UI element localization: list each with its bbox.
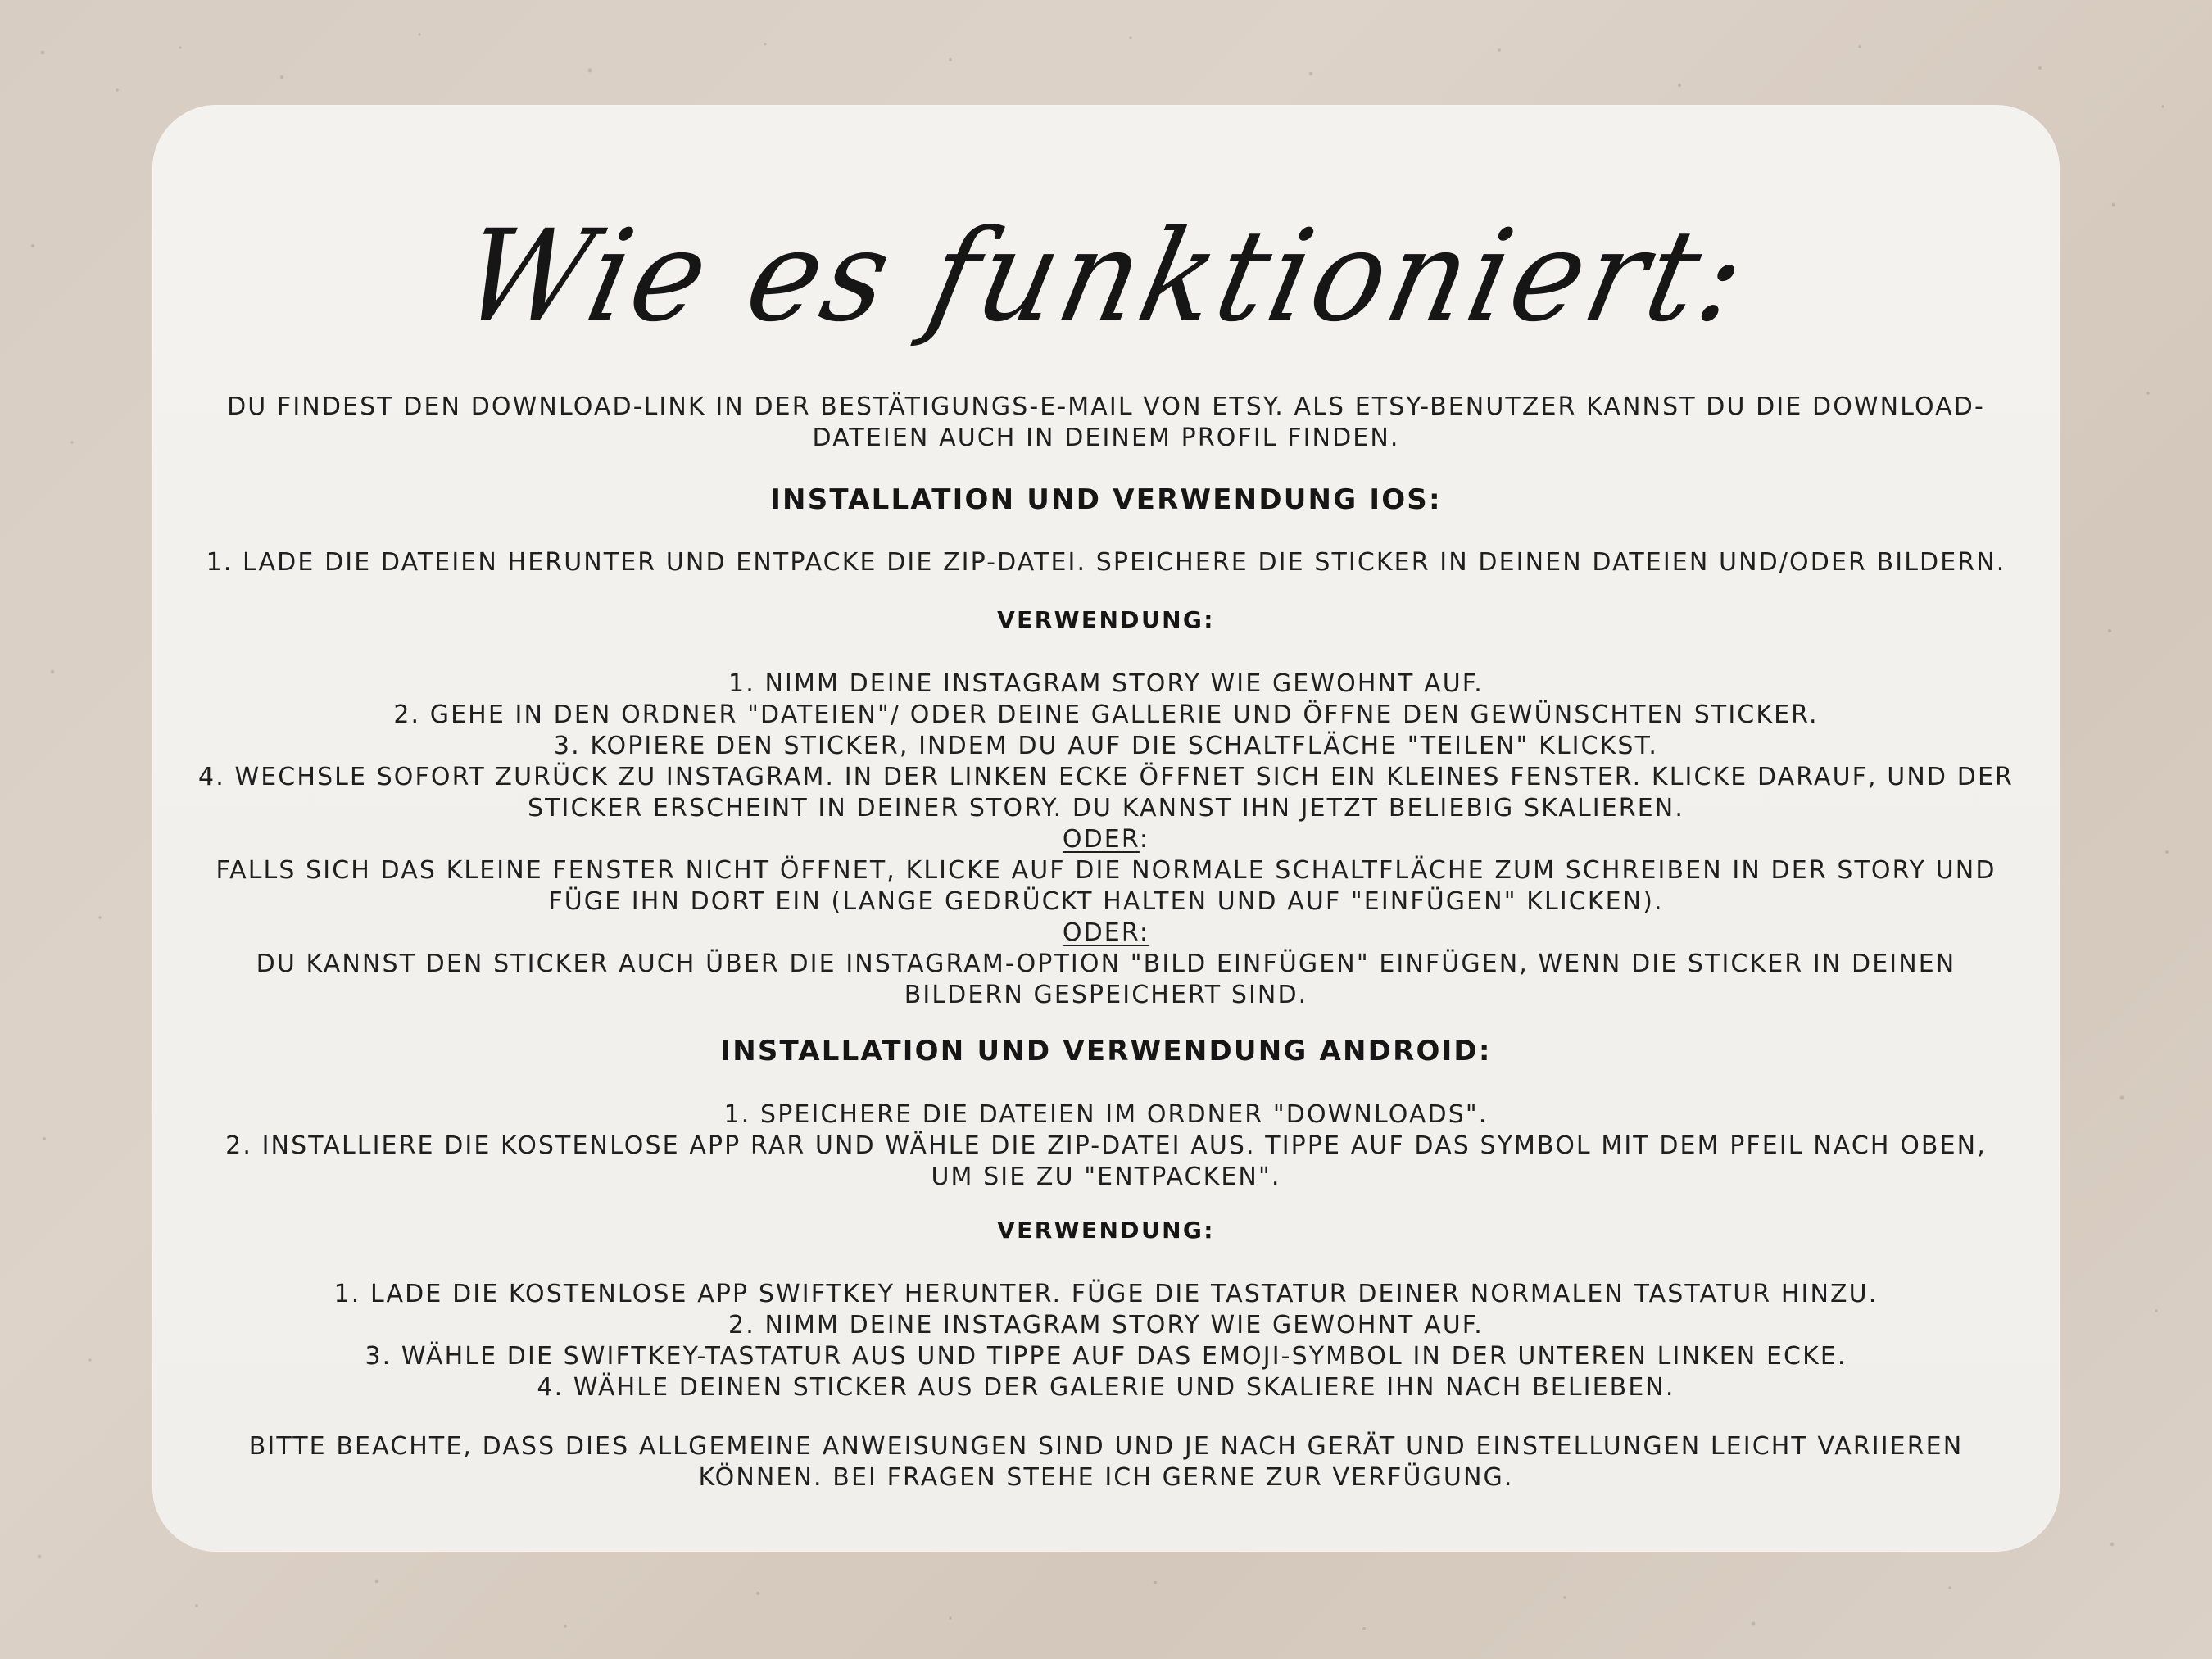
intro-line-2: DATEIEN AUCH IN DEINEM PROFIL FINDEN. xyxy=(812,424,1400,452)
intro-text xyxy=(152,392,2060,454)
android-step-1: 1. LADE DIE KOSTENLOSE APP SWIFTKEY HERUNTER. FÜGE DIE TASTATUR DEINER NORMALEN TASTATUR HINZU. xyxy=(333,1280,1879,1308)
notice-line-2: KÖNNEN. BEI FRAGEN STEHE ICH GERNE ZUR VERFÜGUNG. xyxy=(698,1463,1514,1492)
android-install-line-2: 2. INSTALLIERE DIE KOSTENLOSE APP RAR UND WÄHLE DIE ZIP-DATEI AUS. TIPPE AUF DAS SYMBOL MIT DEM PFEIL NACH OBEN, xyxy=(225,1131,1987,1160)
ios-or-2: ODER: xyxy=(1062,918,1150,947)
ios-step-2: 2. GEHE IN DEN ORDNER "DATEIEN"/ ODER DEINE GALLERIE UND ÖFFNE DEN GEWÜNSCHTEN STICKER. xyxy=(393,700,1819,729)
ios-install-line: 1. LADE DIE DATEIEN HERUNTER UND ENTPACKE DIE ZIP-DATEI. SPEICHERE DIE STICKER IN DEINEN DATEIEN UND/ODER BILDERN. xyxy=(206,548,2006,577)
ios-or-1-colon: : xyxy=(1139,825,1150,854)
ios-step-4-line-1: 4. WECHSLE SOFORT ZURÜCK ZU INSTAGRAM. IN DER LINKEN ECKE ÖFFNET SICH EIN KLEINES FENSTER. KLICKE DARAUF, UND DER xyxy=(198,763,2014,791)
ios-heading: INSTALLATION UND VERWENDUNG IOS: xyxy=(770,483,1442,516)
android-usage-text xyxy=(152,1279,2060,1403)
android-usage-heading: VERWENDUNG: xyxy=(997,1217,1215,1244)
ios-image-line-2: BILDERN GESPEICHERT SIND. xyxy=(904,981,1308,1009)
android-install-text xyxy=(152,1099,2060,1193)
android-step-2: 2. NIMM DEINE INSTAGRAM STORY WIE GEWOHNT AUF. xyxy=(728,1311,1484,1339)
android-heading: INSTALLATION UND VERWENDUNG ANDROID: xyxy=(720,1035,1492,1067)
android-step-4: 4. WÄHLE DEINEN STICKER AUS DER GALERIE UND SKALIERE IHN NACH BELIEBEN. xyxy=(537,1373,1675,1402)
ios-step-4-line-2: STICKER ERSCHEINT IN DEINER STORY. DU KANNST IHN JETZT BELIEBIG SKALIEREN. xyxy=(527,794,1684,823)
title-section xyxy=(152,183,2060,363)
android-step-3: 3. WÄHLE DIE SWIFTKEY-TASTATUR AUS UND TIPPE AUF DAS EMOJI-SYMBOL IN DER UNTEREN LINKEN ECKE. xyxy=(365,1342,1847,1371)
notice-text xyxy=(152,1431,2060,1494)
instruction-content xyxy=(152,105,2060,1552)
ios-usage-text xyxy=(152,669,2060,1011)
page-title: Wie es funktioniert: xyxy=(451,203,1761,350)
android-install-line-1: 1. SPEICHERE DIE DATEIEN IM ORDNER "DOWNLOADS". xyxy=(723,1100,1489,1129)
ios-usage-heading: VERWENDUNG: xyxy=(997,606,1215,633)
ios-or-1-word: ODER xyxy=(1062,825,1140,854)
ios-step-3: 3. KOPIERE DEN STICKER, INDEM DU AUF DIE SCHALTFLÄCHE "TEILEN" KLICKST. xyxy=(553,732,1659,760)
ios-fallback-line-1: FALLS SICH DAS KLEINE FENSTER NICHT ÖFFNET, KLICKE AUF DIE NORMALE SCHALTFLÄCHE ZUM SCHREIBEN IN DER STORY UND xyxy=(215,856,1997,885)
ios-install-text xyxy=(152,547,2060,578)
ios-fallback-line-2: FÜGE IHN DORT EIN (LANGE GEDRÜCKT HALTEN UND AUF "EINFÜGEN" KLICKEN). xyxy=(548,887,1664,916)
ios-step-1: 1. NIMM DEINE INSTAGRAM STORY WIE GEWOHNT AUF. xyxy=(728,669,1484,698)
android-install-line-3: UM SIE ZU "ENTPACKEN". xyxy=(931,1163,1281,1191)
notice-line-1: BITTE BEACHTE, DASS DIES ALLGEMEINE ANWEISUNGEN SIND UND JE NACH GERÄT UND EINSTELLUNGEN LEICHT VARIIEREN xyxy=(248,1432,1964,1461)
ios-image-line-1: DU KANNST DEN STICKER AUCH ÜBER DIE INSTAGRAM-OPTION "BILD EINFÜGEN" EINFÜGEN, WENN DIE STICKER IN DEINEN xyxy=(256,950,1956,978)
intro-line-1: DU FINDEST DEN DOWNLOAD-LINK IN DER BESTÄTIGUNGS-E-MAIL VON ETSY. ALS ETSY-BENUTZER KANNST DU DIE DOWNLOAD- xyxy=(227,392,1985,421)
ios-or-1 xyxy=(152,824,2060,855)
